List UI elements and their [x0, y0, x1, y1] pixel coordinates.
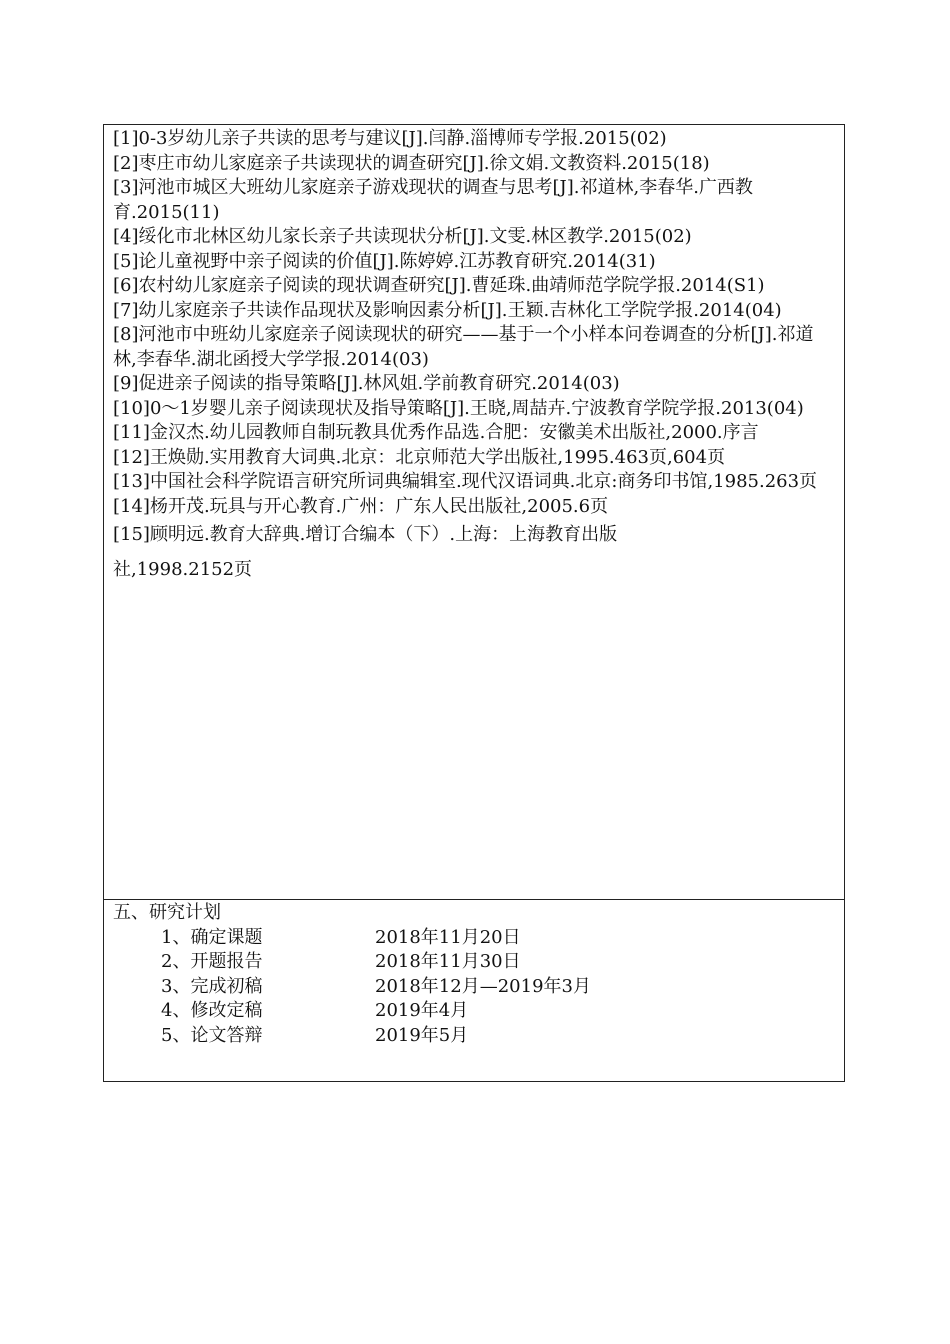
- reference-item: [3]河池市城区大班幼儿家庭亲子游戏现状的调查与思考[J].祁道林,李春华.广西教育.2015(11): [113, 177, 753, 223]
- reference-item: [11]金汉杰.幼儿园教师自制玩教具优秀作品选.合肥：安徽美术出版社,2000.序言: [113, 422, 759, 443]
- reference-item: [7]幼儿家庭亲子共读作品现状及影响因素分析[J].王颖.吉林化工学院学报.2014(04): [113, 299, 782, 321]
- reference-item: [13]中国社会科学院语言研究所词典编辑室.现代汉语词典.北京:商务印书馆,1985.263页: [113, 471, 818, 492]
- reference-item: [10]0～1岁婴儿亲子阅读现状及指导策略[J].王晓,周喆卉.宁波教育学院学报.2013(04): [113, 397, 804, 419]
- reference-item: [2]枣庄市幼儿家庭亲子共读现状的调查研究[J].徐文娟.文教资料.2015(18): [113, 152, 710, 174]
- reference-item: [4]绥化市北林区幼儿家长亲子共读现状分析[J].文雯.林区教学.2015(02): [113, 226, 692, 247]
- plan-title: 五、研究计划: [113, 902, 221, 923]
- reference-item: [5]论儿童视野中亲子阅读的价值[J].陈婷婷.江苏教育研究.2014(31): [113, 250, 656, 272]
- reference-item: [15]顾明远.教育大辞典.增订合编本（下）.上海：上海教育出版: [113, 524, 618, 545]
- reference-item: [8]河池市中班幼儿家庭亲子阅读现状的研究——基于一个小样本问卷调查的分析[J].祁道林,李春华.湖北函授大学学报.2014(03): [113, 324, 814, 370]
- plan-date: 2019年5月: [375, 1024, 469, 1046]
- reference-item: [6]农村幼儿家庭亲子阅读的现状调查研究[J].曹延珠.曲靖师范学院学报.2014(S1): [113, 275, 765, 296]
- plan-row: [113, 999, 829, 1024]
- plan-date: 2018年11月20日: [375, 926, 521, 948]
- reference-item: [9]促进亲子阅读的指导策略[J].林风姐.学前教育研究.2014(03): [113, 373, 620, 394]
- plan-row: [113, 1024, 829, 1049]
- reference-item-continuation: 社,1998.2152页: [113, 558, 253, 580]
- plan-task: 4、修改定稿: [161, 1000, 263, 1021]
- plan-row: [113, 926, 829, 951]
- references-section: [113, 127, 829, 893]
- research-plan-section: [113, 901, 829, 1048]
- plan-row: [113, 975, 829, 1000]
- reference-item: [14]杨开茂.玩具与开心教育.广州：广东人民出版社,2005.6页: [113, 495, 609, 517]
- reference-item: [12]王焕勋.实用教育大词典.北京：北京师范大学出版社,1995.463页,604页: [113, 446, 726, 468]
- reference-item: [1]0-3岁幼儿亲子共读的思考与建议[J].闫静.淄博师专学报.2015(02): [113, 128, 667, 149]
- plan-task: 3、完成初稿: [161, 975, 263, 997]
- document-table: [103, 124, 845, 1082]
- section-divider: [104, 899, 844, 900]
- plan-date: 2018年12月—2019年3月: [375, 975, 591, 997]
- plan-date: 2018年11月30日: [375, 951, 521, 972]
- plan-task: 2、开题报告: [161, 951, 263, 972]
- plan-task: 1、确定课题: [161, 926, 263, 948]
- plan-row: [113, 950, 829, 975]
- plan-task: 5、论文答辩: [161, 1024, 263, 1046]
- plan-date: 2019年4月: [375, 1000, 469, 1021]
